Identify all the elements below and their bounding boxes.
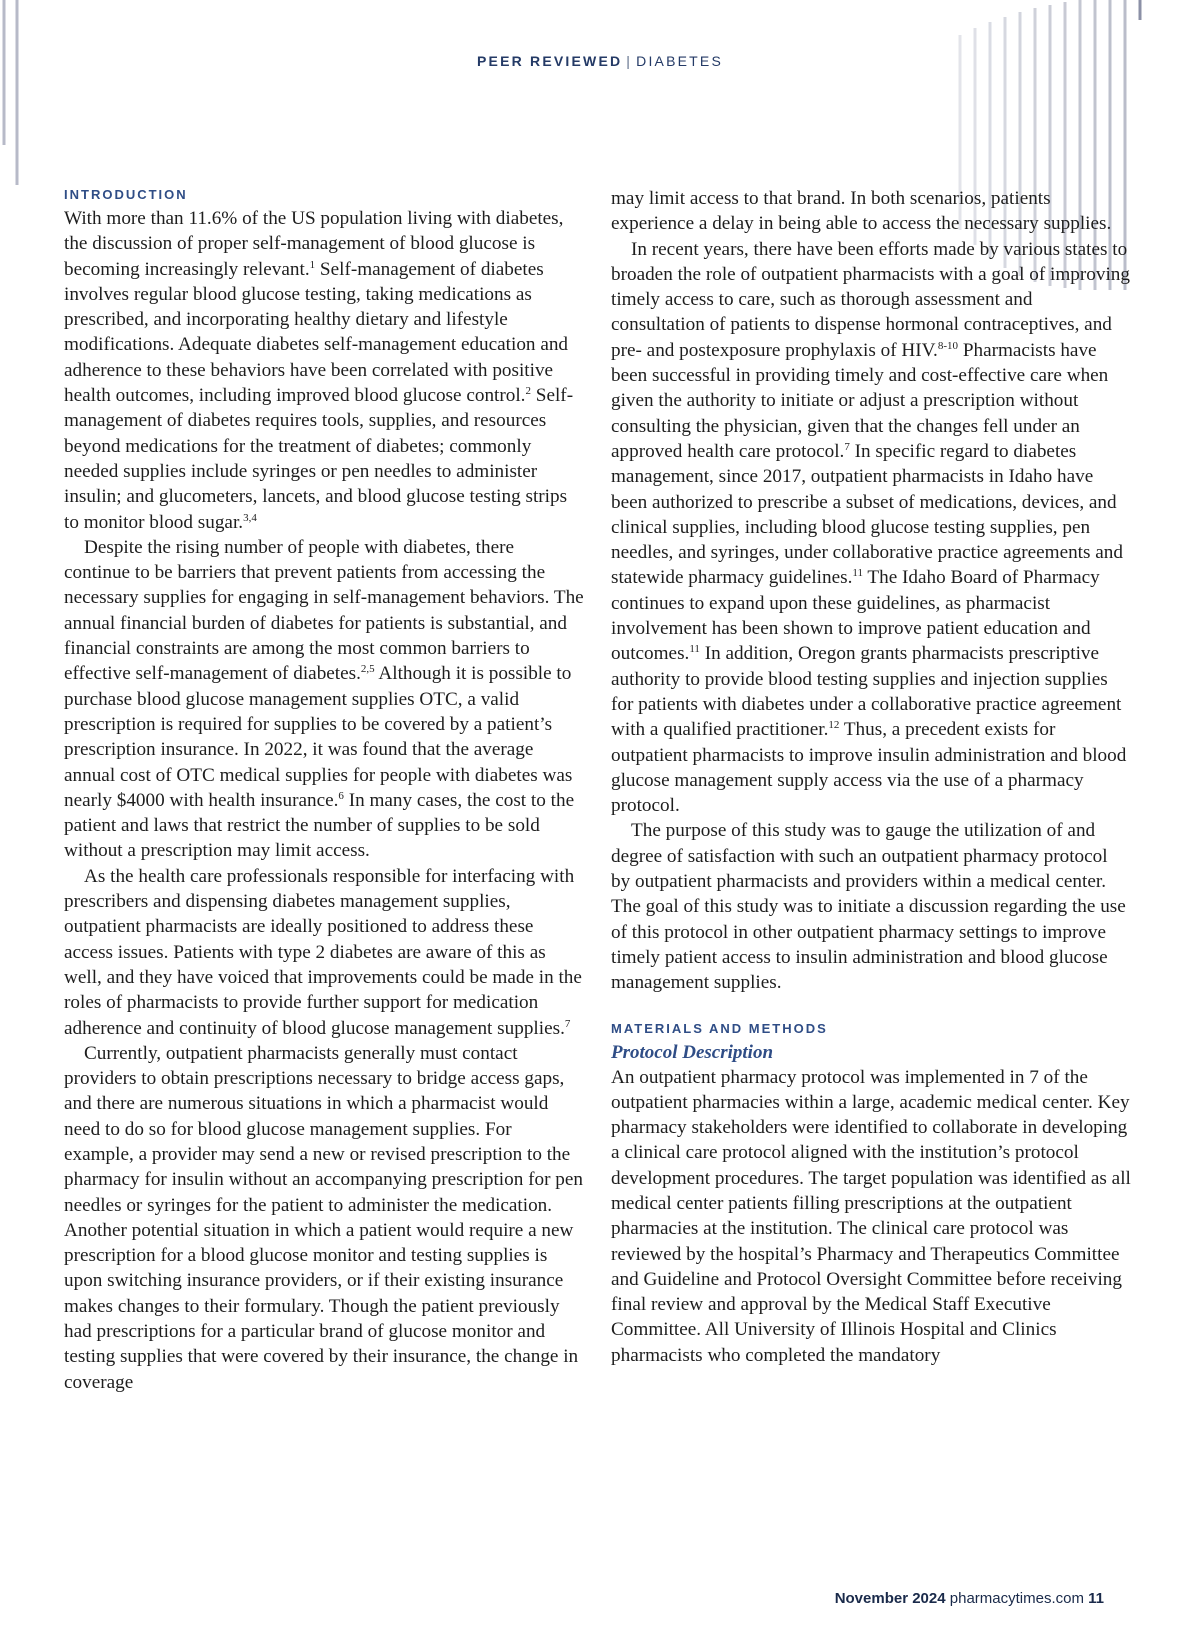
intro-paragraph-4-continued: may limit access to that brand. In both scenarios, patients experience a delay in being able to access the necessary supplies.: [611, 188, 1112, 235]
introduction-heading: INTRODUCTION: [64, 187, 188, 202]
intro-paragraph-1: With more than 11.6% of the US population living with diabetes, the discussion of proper self-management of blood glucose is becoming increasingly relevant.$^1$ Self-management of diabetes involves regular blood glucose testing, taking medications as prescribed, and incorporating healthy dietary and lifestyle modifications. Adequate diabetes self-management education and adherence to these behaviors have been correlated with positive health outcomes, including improved blood glucose control.$^2$ Self-management of diabetes requires tools, supplies, and resources beyond medications for the treatment of diabetes; commonly needed supplies include syringes or pen needles to administer insulin; and glucometers, lancets, and blood glucose testing strips to monitor blood sugar.$^{3,4}$: [64, 208, 574, 533]
citation: 11: [852, 567, 863, 580]
protocol-description-subheading: Protocol Description: [611, 1041, 774, 1063]
page-footer: [835, 1590, 1104, 1607]
right-column: [611, 186, 1131, 1368]
intro-paragraph-2: Despite the rising number of people with diabetes, there continue to be barriers that prevent patients from accessing the necessary supplies for engaging in self-management behaviors. The annual financial burden of diabetes for patients is substantial, and financial constraints are among the most common barriers to effective self-management of diabetes.$^{2,5}$ Although it is possible to purchase blood glucose management supplies OTC, a valid prescription is required for supplies to be covered by a patient’s prescription insurance. In 2022, it was found that the average annual cost of OTC medical supplies for people with diabetes was nearly $4000 with health insurance.$^6$ In many cases, the cost to the patient and laws that restrict the number of supplies to be sold without a prescription may limit access.: [64, 536, 584, 862]
citation: 2,5: [360, 663, 375, 676]
citation: 7: [844, 440, 850, 453]
footer-site: pharmacytimes.com: [949, 1590, 1084, 1607]
citation: 1: [309, 258, 316, 271]
methods-paragraph-1: An outpatient pharmacy protocol was implemented in 7 of the outpatient pharmacies within a large, academic medical center. Key pharmacy stakeholders were identified to collaborate in developing a clinical care protocol aligned with the institution’s protocol development procedures. The target population was identified as all medical center patients filling prescriptions at the outpatient pharmacies at the institution. The clinical care protocol was reviewed by the hospital’s Pharmacy and Therapeutics Committee and Guideline and Protocol Oversight Committee before receiving final review and approval by the Medical Staff Executive Committee. All University of Illinois Hospital and Clinics pharmacists who completed the mandatory: [611, 1066, 1131, 1366]
citation: 2: [525, 385, 531, 398]
header-topic: DIABETES: [636, 53, 723, 69]
materials-methods-heading: MATERIALS AND METHODS: [611, 1020, 828, 1036]
intro-paragraph-5: In recent years, there have been efforts made by various states to broaden the role of outpatient pharmacists with a goal of improving timely access to care, such as thorough assessment and consultation of patients to dispense hormonal contraceptives, and pre- and postexposure prophylaxis of HIV.$^{8-10}$ Pharmacists have been successful in providing timely and cost-effective care when given the authority to initiate or adjust a prescription without consulting the physician, given that the changes fell under an approved health care protocol.$^7$ In specific regard to diabetes management, since 2017, outpatient pharmacists in Idaho have been authorized to prescribe a subset of medications, devices, and clinical supplies, including blood glucose testing supplies, pen needles, and syringes, under collaborative practice agreements and statewide pharmacy guidelines.$^{11}$ The Idaho Board of Pharmacy continues to expand upon these guidelines, as pharmacist involvement has been shown to improve patient education and outcomes.$^{11}$ In addition, Oregon grants pharmacists prescriptive authority to provide blood testing supplies and injection supplies for patients with diabetes under a collaborative practice agreement with a qualified practitioner.$^{12}$ Thus, a precedent exists for outpatient pharmacists to improve insulin administration and blood glucose management supply access via the use of a pharmacy protocol.: [611, 238, 1130, 817]
citation: 12: [828, 719, 840, 732]
citation: 7: [564, 1017, 571, 1030]
intro-paragraph-6: The purpose of this study was to gauge the utilization of and degree of satisfaction with such an outpatient pharmacy protocol by outpatient pharmacists and providers within a medical center. The goal of this study was to initiate a discussion regarding the use of this protocol in other outpatient pharmacy settings to improve timely patient access to insulin administration and blood glucose management supplies.: [611, 820, 1126, 994]
citation: 8-10: [937, 339, 959, 352]
header-separator: |: [626, 53, 633, 69]
page-number: 11: [1088, 1590, 1104, 1607]
header-section: PEER REVIEWED: [477, 53, 623, 69]
footer-date: November 2024: [834, 1590, 946, 1607]
citation: 11: [689, 643, 700, 656]
intro-paragraph-3: As the health care professionals responsible for interfacing with prescribers and dispensing diabetes management supplies, outpatient pharmacists are ideally positioned to address these access issues. Patients with type 2 diabetes are aware of this as well, and they have voiced that improvements could be made in the roles of pharmacists to provide further support for medication adherence and continuity of blood glucose management supplies.$^7$: [64, 865, 582, 1039]
left-column: [64, 186, 584, 1395]
running-header: [0, 53, 1200, 69]
intro-paragraph-4: Currently, outpatient pharmacists generally must contact providers to obtain prescriptions necessary to bridge access gaps, and there are numerous situations in which a pharmacist would need to do so for blood glucose management supplies. For example, a provider may send a new or revised prescription to the pharmacy for insulin without an accompanying prescription for pen needles or syringes for the patient to administer the medication. Another potential situation in which a patient would require a new prescription for a blood glucose monitor and testing supplies is upon switching insurance providers, or if their existing insurance makes changes to their formulary. Though the patient previously had prescriptions for a particular brand of glucose monitor and testing supplies that were covered by their insurance, the change in coverage: [64, 1042, 583, 1393]
citation: 6: [338, 789, 344, 802]
citation: 3,4: [243, 511, 257, 524]
